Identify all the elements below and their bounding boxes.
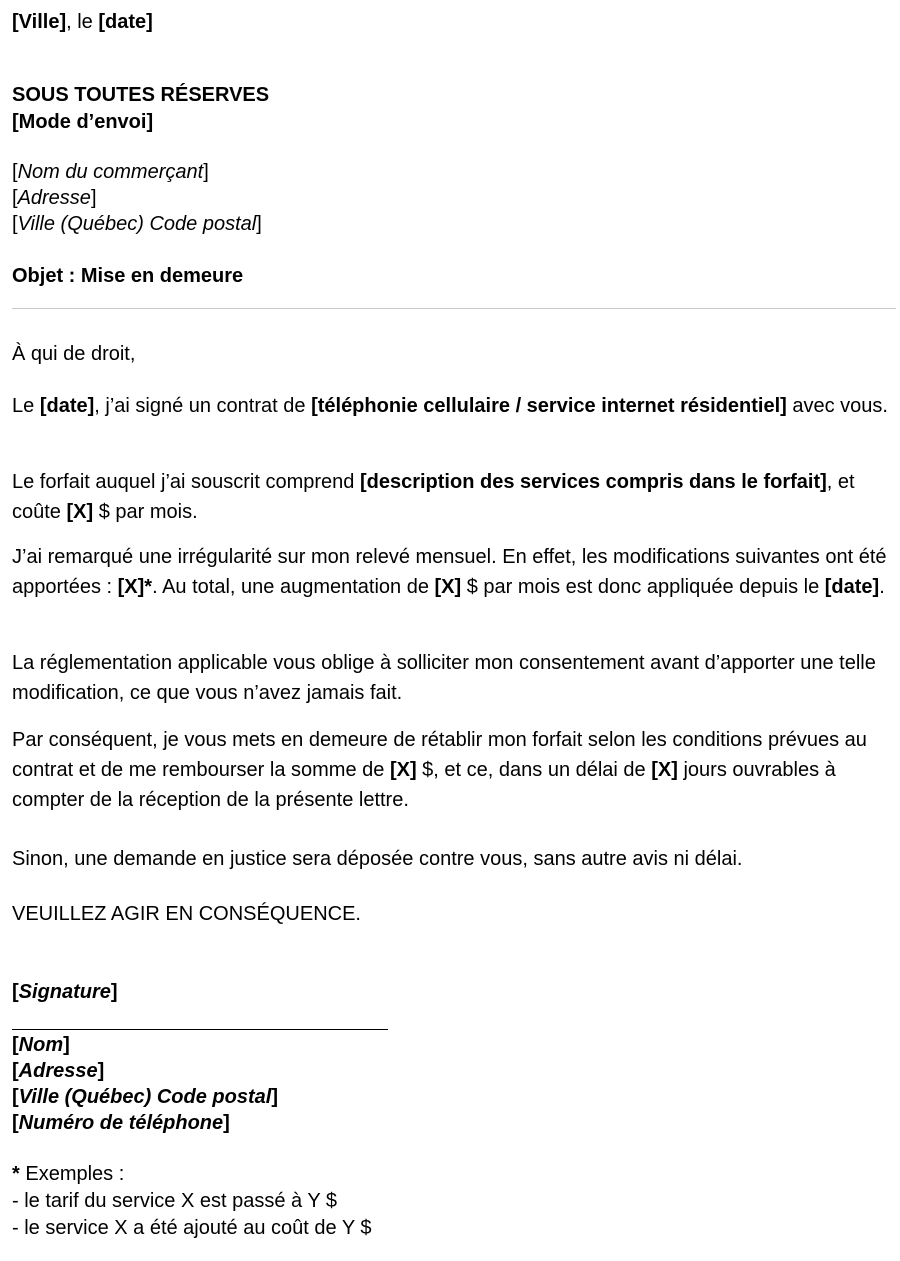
recipient-address-text: Adresse (17, 187, 91, 209)
subject-line: Objet : Mise en demeure (12, 265, 244, 287)
p3-increase-field: [X] (434, 576, 462, 598)
p2-text-c: , et coûte (12, 471, 855, 523)
p3-date-field: [date] (824, 576, 880, 598)
sender-address-text: Adresse (18, 1060, 98, 1082)
paragraph-contract (12, 391, 896, 421)
signature-placeholder: [Signature] (12, 981, 118, 1003)
sender-phone: [Numéro de téléphone] (12, 1112, 230, 1134)
p5-days-field: [X] (651, 759, 678, 781)
paragraph-legal-action: Sinon, une demande en justice sera déposée contre vous, sans autre avis ni délai. (12, 848, 743, 870)
sender-city-text: Ville (Québec) Code postal (18, 1086, 272, 1108)
footnote-label: Exemples : (19, 1163, 125, 1185)
p2-price-field: [X] (66, 501, 94, 523)
footnote-title (12, 1162, 124, 1187)
p3-text-a: J’ai remarqué une irrégularité sur mon relevé mensuel. En effet, les modifications suivantes ont été apportées : (12, 546, 887, 598)
footnote-example-1: - le tarif du service X est passé à Y $ (12, 1190, 337, 1212)
send-mode-label: Mode d’envoi (18, 111, 147, 133)
p5-text-a: Par conséquent, je vous mets en demeure de rétablir mon forfait selon les conditions prévues au contrat et de me rembourser la somme de (12, 729, 867, 781)
closing-line: VEUILLEZ AGIR EN CONSÉQUENCE. (12, 903, 361, 925)
header-city: Ville (18, 11, 60, 33)
p3-text-e: $ par mois est donc appliquée depuis le (461, 576, 825, 598)
header-date-separator: , le (66, 11, 99, 33)
p1-text-e: avec vous. (786, 395, 888, 417)
send-mode: [Mode d’envoi] (12, 111, 154, 133)
p1-text-a: Le (12, 395, 40, 417)
footnote-example-2: - le service X a été ajouté au coût de Y $ (12, 1217, 372, 1239)
signature-line (12, 1029, 388, 1030)
p5-text-c: $, et ce, dans un délai de (416, 759, 652, 781)
sender-address: [Adresse] (12, 1060, 105, 1082)
paragraph-irregularity (12, 542, 896, 602)
greeting: À qui de droit, (12, 343, 136, 365)
p1-service-field: [téléphonie cellulaire / service internet résidentiel] (311, 395, 787, 417)
recipient-city: [Ville (Québec) Code postal] (12, 213, 262, 235)
p3-text-c: . Au total, une augmentation de (152, 576, 435, 598)
p1-date-field: [date] (39, 395, 95, 417)
footnote-star: * (12, 1163, 20, 1185)
signature-text: Signature (18, 981, 111, 1003)
reserve-title: SOUS TOUTES RÉSERVES (12, 84, 270, 106)
recipient-address: [Adresse] (12, 187, 97, 209)
sender-name: [Nom] (12, 1034, 70, 1056)
p1-text-c: , j’ai signé un contrat de (94, 395, 312, 417)
paragraph-plan (12, 467, 896, 527)
p5-amount-field: [X] (389, 759, 417, 781)
sender-name-text: Nom (18, 1034, 64, 1056)
header-place-date: [Ville], le [date] (12, 11, 153, 33)
p5-text-e: jours ouvrables à compter de la réception de la présente lettre. (12, 759, 836, 811)
sender-phone-text: Numéro de téléphone (18, 1112, 224, 1134)
recipient-name: [Nom du commerçant] (12, 161, 209, 183)
paragraph-regulation: La réglementation applicable vous oblige à solliciter mon consentement avant d’apporter une telle modification, ce que vous n’avez jamais fait. (12, 652, 876, 704)
paragraph-demand (12, 725, 896, 815)
recipient-city-text: Ville (Québec) Code postal (17, 213, 257, 235)
p3-changes-field: [X]* (117, 576, 153, 598)
p3-text-g: . (879, 576, 885, 598)
p2-text-a: Le forfait auquel j’ai souscrit comprend (12, 471, 360, 493)
sender-city: [Ville (Québec) Code postal] (12, 1086, 278, 1108)
header-date: date (105, 11, 147, 33)
recipient-name-text: Nom du commerçant (17, 161, 204, 183)
p2-description-field: [description des services compris dans le forfait] (359, 471, 827, 493)
p2-text-e: $ par mois. (93, 501, 198, 523)
separator-rule (12, 308, 896, 309)
